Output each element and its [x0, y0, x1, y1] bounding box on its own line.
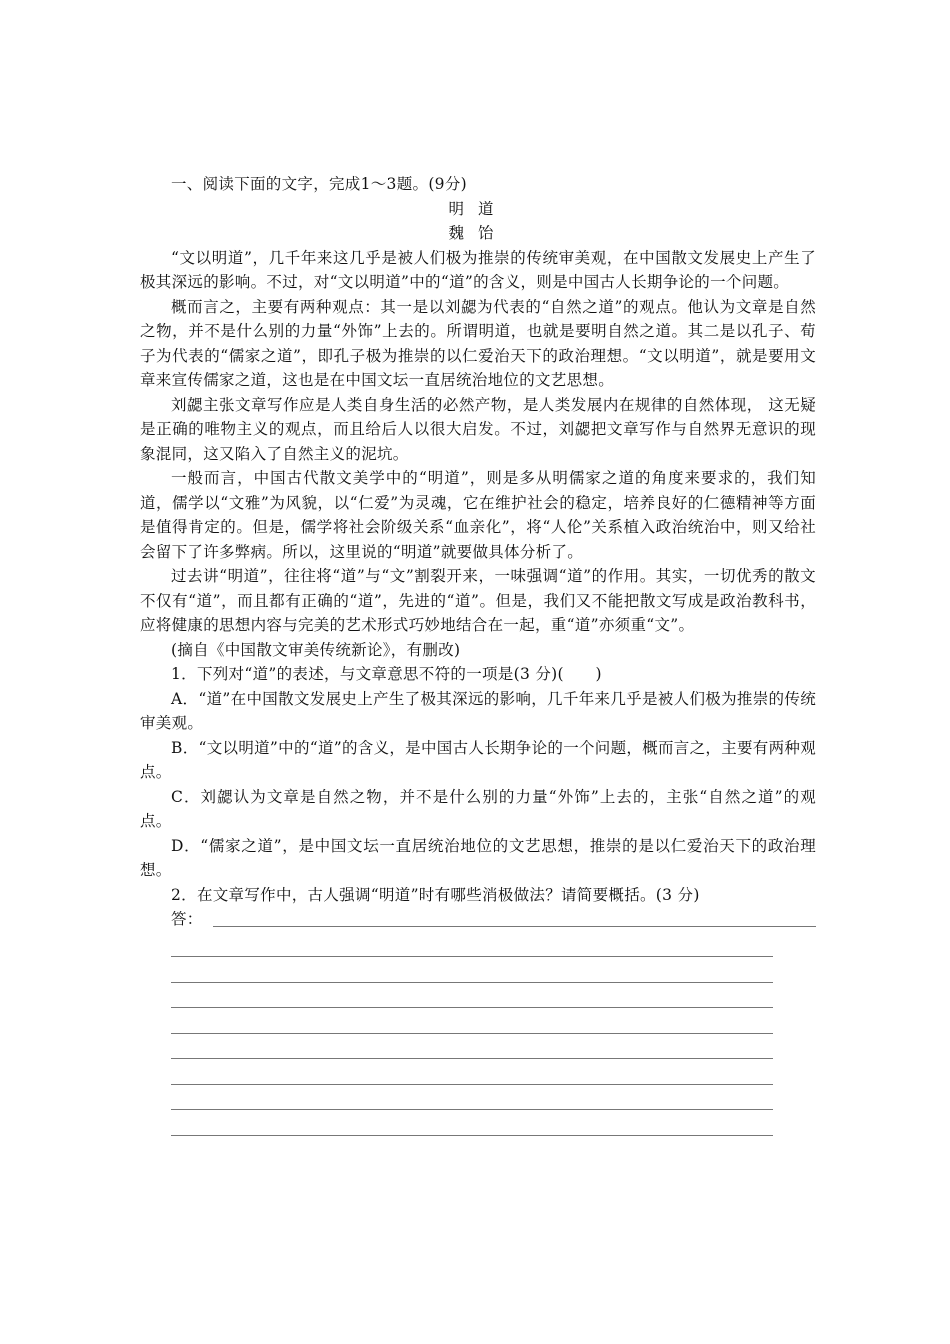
answer-line[interactable] — [171, 1060, 773, 1085]
answer-row — [171, 907, 816, 932]
section-heading: 一、阅读下面的文字，完成1～3题。(9分) — [171, 175, 467, 193]
answer-line[interactable] — [171, 1086, 773, 1111]
answer-line[interactable] — [171, 958, 773, 983]
answer-label: 答： — [171, 910, 203, 928]
answer-line[interactable] — [171, 933, 773, 958]
document-page — [140, 172, 816, 1136]
answer-line[interactable] — [213, 926, 816, 927]
article-paragraph-5: 过去讲“明道”，往往将“道”与“文”割裂开来，一味强调“道”的作用。其实，一切优秀的散文不仅有“道”，而且都有正确的“道”，先进的“道”。但是，我们又不能把散文写成是政治教科书，应将健康的思想内容与完美的艺术形式巧妙地结合在一起，重“道”亦须重“文”。 — [140, 567, 816, 634]
question-1-option-d[interactable]: D．“儒家之道”，是中国文坛一直居统治地位的文艺思想，推崇的是以仁爱治天下的政治理想。 — [140, 836, 816, 879]
question-1-option-c[interactable]: C．刘勰认为文章是自然之物，并不是什么别的力量“外饰”上去的，主张“自然之道”的观点。 — [140, 787, 816, 830]
question-1-stem: 1．下列对“道”的表述，与文章意思不符的一项是(3 分)( ) — [171, 665, 602, 683]
article-title: 明道 — [448, 199, 508, 218]
answer-line[interactable] — [171, 1009, 773, 1034]
answer-line[interactable] — [171, 1035, 773, 1060]
article-paragraph-3: 刘勰主张文章写作应是人类自身生活的必然产物，是人类发展内在规律的自然体现， 这无疑是正确的唯物主义的观点，而且给后人以很大启发。不过，刘勰把文章写作与自然界无意识的现象混同，这又陷入了自然主义的泥坑。 — [140, 395, 816, 463]
question-2-stem: 2．在文章写作中，古人强调“明道”时有哪些消极做法？请简要概括。(3 分) — [171, 885, 700, 904]
article-paragraph-4: 一般而言，中国古代散文美学中的“明道”，则是多从明儒家之道的角度来要求的，我们知道，儒学以“文雅”为风貌，以“仁爱”为灵魂，它在维护社会的稳定，培养良好的仁德精神等方面是值得肯定的。但是，儒学将社会阶级关系“血亲化”，将“人伦”关系植入政治统治中，则又给社会留下了许多弊病。所以，这里说的“明道”就要做具体分析了。 — [140, 469, 816, 561]
answer-line[interactable] — [171, 984, 773, 1009]
article-author: 魏饴 — [448, 224, 508, 242]
question-1-option-a[interactable]: A．“道”在中国散文发展史上产生了极其深远的影响，几千年来几乎是被人们极为推崇的传统审美观。 — [140, 689, 816, 732]
article-source: (摘自《中国散文审美传统新论》，有删改) — [171, 640, 461, 659]
article-paragraph-2: 概而言之，主要有两种观点：其一是以刘勰为代表的“自然之道”的观点。他认为文章是自然之物，并不是什么别的力量“外饰”上去的。所谓明道，也就是要明自然之道。其二是以孔子、荀子为代表的“儒家之道”，即孔子极为推崇的以仁爱治天下的政治理想。“文以明道”，就是要用文章来宣传儒家之道，这也是在中国文坛一直居统治地位的文艺思想。 — [140, 297, 816, 389]
question-1-option-b[interactable]: B．“文以明道”中的“道”的含义，是中国古人长期争论的一个问题，概而言之，主要有两种观点。 — [140, 738, 816, 781]
answer-line[interactable] — [171, 1111, 773, 1136]
article-paragraph-1: “文以明道”，几千年来这几乎是被人们极为推崇的传统审美观，在中国散文发展史上产生了极其深远的影响。不过，对“文以明道”中的“道”的含义，则是中国古人长期争论的一个问题。 — [140, 248, 816, 291]
